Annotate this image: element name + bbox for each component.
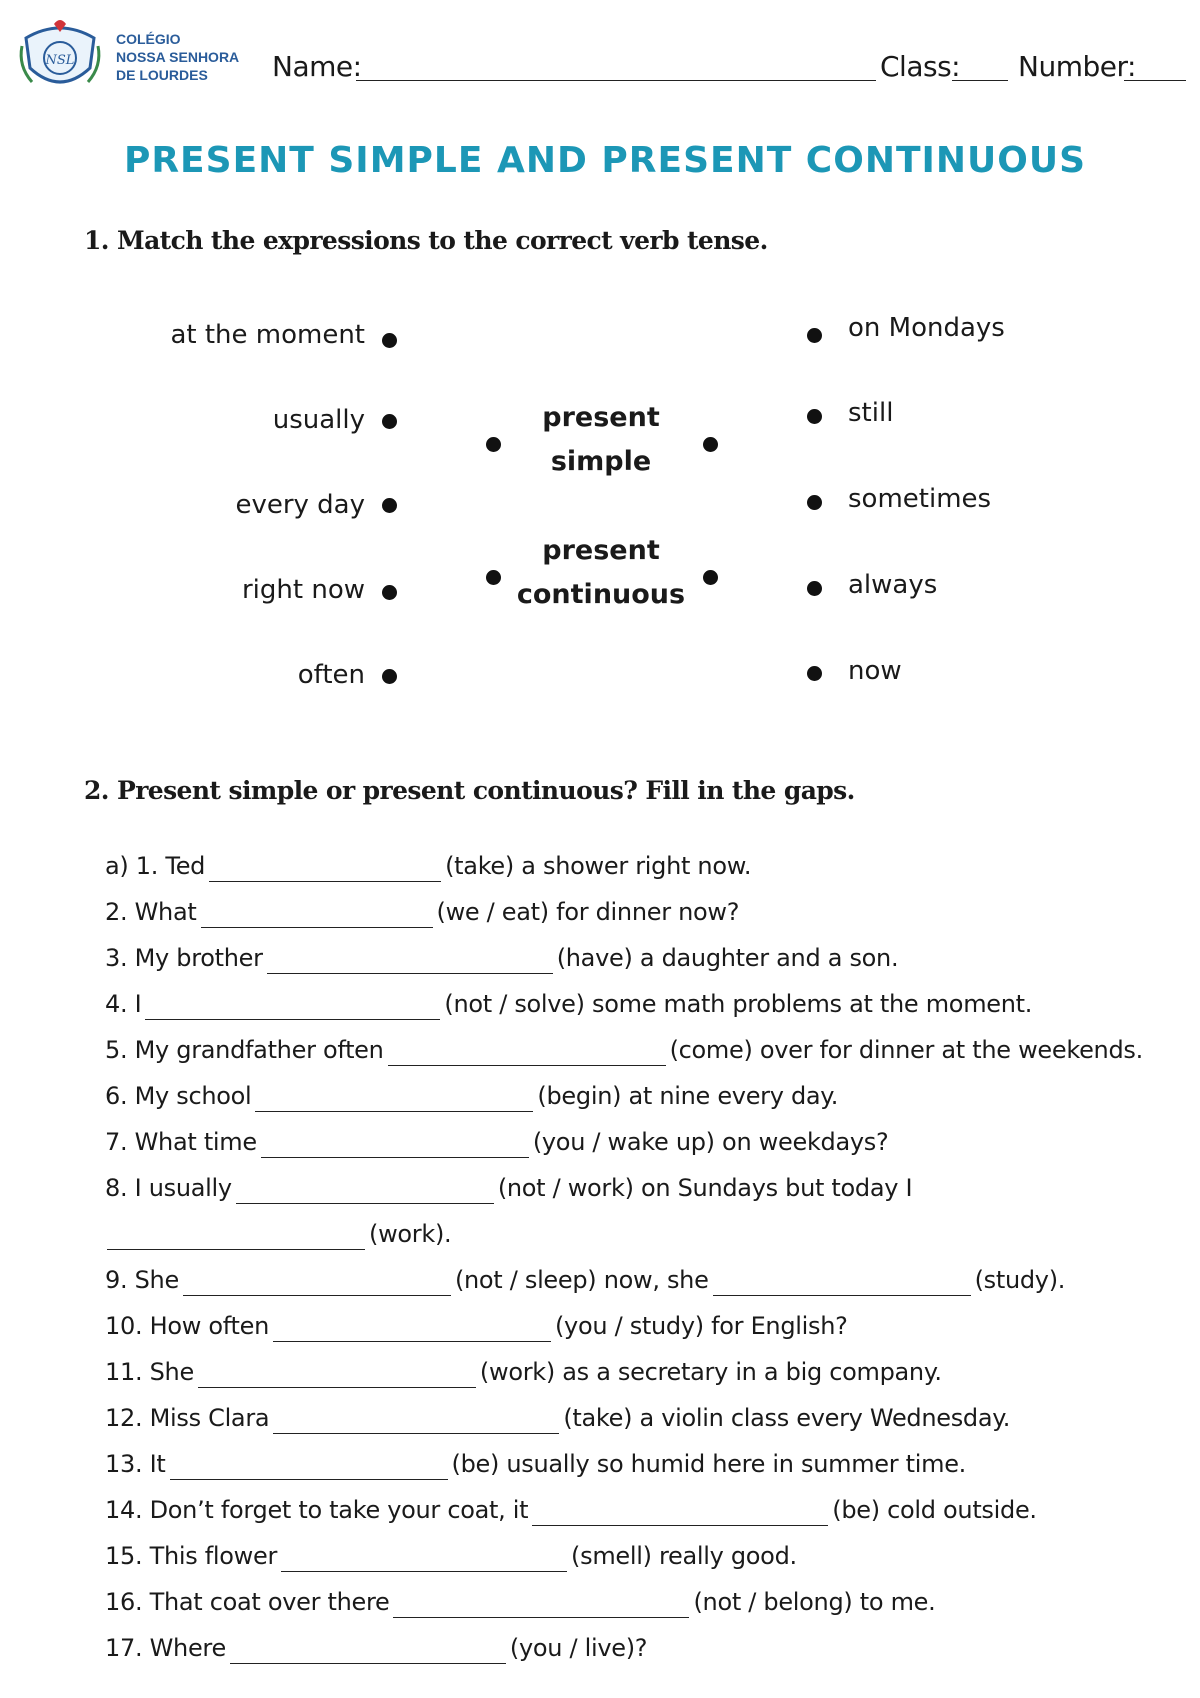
line-middle: (not / sleep) now, she (454, 1266, 709, 1294)
tense-line: present (542, 535, 660, 566)
answer-gap[interactable] (267, 949, 553, 974)
right-dot[interactable] (807, 328, 822, 343)
logo-monogram: NSL (45, 53, 75, 68)
line-end: (not / solve) some math problems at the moment. (444, 990, 1033, 1018)
school-name-line: DE LOURDES (116, 67, 208, 83)
exercise-line (105, 1080, 838, 1112)
answer-gap[interactable] (236, 1179, 494, 1204)
tense-line: present (542, 402, 660, 433)
left-dot[interactable] (382, 669, 397, 684)
left-expression: every day (235, 490, 365, 520)
answer-gap[interactable] (393, 1593, 689, 1618)
left-expression: usually (272, 405, 365, 435)
answer-gap[interactable] (273, 1409, 559, 1434)
line-start: 14. Don’t forget to take your coat, it (105, 1496, 529, 1524)
school-name (116, 30, 239, 84)
line-start: 11. She (105, 1358, 194, 1386)
exercise-line (105, 1540, 797, 1572)
school-logo (16, 16, 104, 96)
exercise-line (105, 942, 898, 974)
exercise-line (105, 896, 739, 928)
answer-gap[interactable] (230, 1639, 506, 1664)
line-end: (take) a violin class every Wednesday. (563, 1404, 1011, 1432)
right-expression: sometimes (848, 484, 992, 514)
exercise-line (105, 1494, 1037, 1526)
line-end: (study). (974, 1266, 1066, 1294)
tense-present-continuous (501, 529, 701, 617)
line-end: (not / work) on Sundays but today I (497, 1174, 913, 1202)
exercise-line (105, 850, 751, 882)
line-start: 16. That coat over there (105, 1588, 390, 1616)
left-dot[interactable] (382, 498, 397, 513)
line-start: 7. What time (105, 1128, 257, 1156)
right-dot[interactable] (807, 495, 822, 510)
right-expression: now (848, 656, 902, 686)
line-start: 8. I usually (105, 1174, 232, 1202)
exercise2-heading: 2. Present simple or present continuous? Fill in the gaps. (84, 776, 855, 805)
number-field[interactable] (1124, 80, 1186, 81)
line-start: 9. She (105, 1266, 179, 1294)
left-dot[interactable] (382, 585, 397, 600)
left-dot[interactable] (382, 333, 397, 348)
answer-gap[interactable] (281, 1547, 567, 1572)
right-dot[interactable] (807, 581, 822, 596)
right-expression: still (848, 398, 894, 428)
exercise-line (105, 1632, 647, 1664)
center-dot-right[interactable] (703, 437, 718, 452)
exercise1-heading: 1. Match the expressions to the correct verb tense. (84, 226, 768, 255)
line-end: (have) a daughter and a son. (556, 944, 899, 972)
center-dot-left[interactable] (486, 437, 501, 452)
answer-gap[interactable] (209, 857, 441, 882)
line-end: (begin) at nine every day. (537, 1082, 839, 1110)
exercise-line (105, 1034, 1143, 1066)
line-start: 4. I (105, 990, 142, 1018)
school-name-line: NOSSA SENHORA (116, 49, 240, 65)
exercise-line (105, 988, 1032, 1020)
class-field[interactable] (952, 80, 1008, 81)
tense-line: continuous (516, 579, 686, 610)
line-start: 10. How often (105, 1312, 269, 1340)
class-label: Class: (880, 50, 961, 83)
exercise-line (105, 1310, 848, 1342)
line-start: 5. My grandfather often (105, 1036, 384, 1064)
line-end: (you / wake up) on weekdays? (532, 1128, 889, 1156)
line-end: (work). (369, 1220, 452, 1248)
line-start: a) 1. Ted (105, 852, 206, 880)
tense-present-simple (501, 396, 701, 484)
right-expression: on Mondays (848, 313, 1005, 343)
line-end: (not / belong) to me. (693, 1588, 936, 1616)
exercise-line (105, 1126, 888, 1158)
line-end: (work) as a secretary in a big company. (479, 1358, 942, 1386)
line-start: 3. My brother (105, 944, 263, 972)
answer-gap[interactable] (183, 1271, 451, 1296)
line-start: 2. What (105, 898, 197, 926)
answer-gap[interactable] (198, 1363, 476, 1388)
answer-gap[interactable] (255, 1087, 533, 1112)
answer-gap[interactable] (170, 1455, 448, 1480)
name-label: Name: (272, 50, 362, 83)
school-name-line: COLÉGIO (116, 31, 181, 47)
name-field[interactable] (356, 80, 876, 81)
page-title: PRESENT SIMPLE AND PRESENT CONTINUOUS (123, 140, 1087, 181)
line-start: 17. Where (105, 1634, 226, 1662)
exercise-line (105, 1448, 966, 1480)
exercise-line (105, 1218, 451, 1250)
answer-gap[interactable] (713, 1271, 971, 1296)
line-end: (come) over for dinner at the weekends. (669, 1036, 1143, 1064)
answer-gap[interactable] (273, 1317, 551, 1342)
line-end: (we / eat) for dinner now? (436, 898, 740, 926)
line-start: 6. My school (105, 1082, 252, 1110)
left-expression: often (297, 660, 365, 690)
right-dot[interactable] (807, 666, 822, 681)
line-end: (you / study) for English? (554, 1312, 848, 1340)
center-dot-right[interactable] (703, 570, 718, 585)
line-end: (be) cold outside. (832, 1496, 1037, 1524)
line-end: (be) usually so humid here in summer time. (451, 1450, 967, 1478)
answer-gap[interactable] (107, 1225, 365, 1250)
line-start: 13. It (105, 1450, 166, 1478)
exercise-line (105, 1264, 1065, 1296)
answer-gap[interactable] (261, 1133, 529, 1158)
left-expression: at the moment (170, 320, 365, 350)
left-dot[interactable] (382, 414, 397, 429)
right-dot[interactable] (807, 409, 822, 424)
answer-gap[interactable] (532, 1501, 828, 1526)
exercise-line (105, 1586, 935, 1618)
left-expression: right now (241, 575, 365, 605)
answer-gap[interactable] (201, 903, 433, 928)
right-expression: always (848, 570, 938, 600)
line-end: (smell) really good. (571, 1542, 797, 1570)
line-start: 12. Miss Clara (105, 1404, 270, 1432)
number-label: Number: (1018, 50, 1136, 83)
tense-line: simple (550, 446, 652, 477)
exercise-line (105, 1356, 942, 1388)
line-end: (take) a shower right now. (445, 852, 752, 880)
answer-gap[interactable] (145, 995, 440, 1020)
exercise-line (105, 1172, 912, 1204)
line-start: 15. This flower (105, 1542, 278, 1570)
line-end: (you / live)? (509, 1634, 648, 1662)
answer-gap[interactable] (388, 1041, 666, 1066)
exercise-line (105, 1402, 1010, 1434)
center-dot-left[interactable] (486, 570, 501, 585)
